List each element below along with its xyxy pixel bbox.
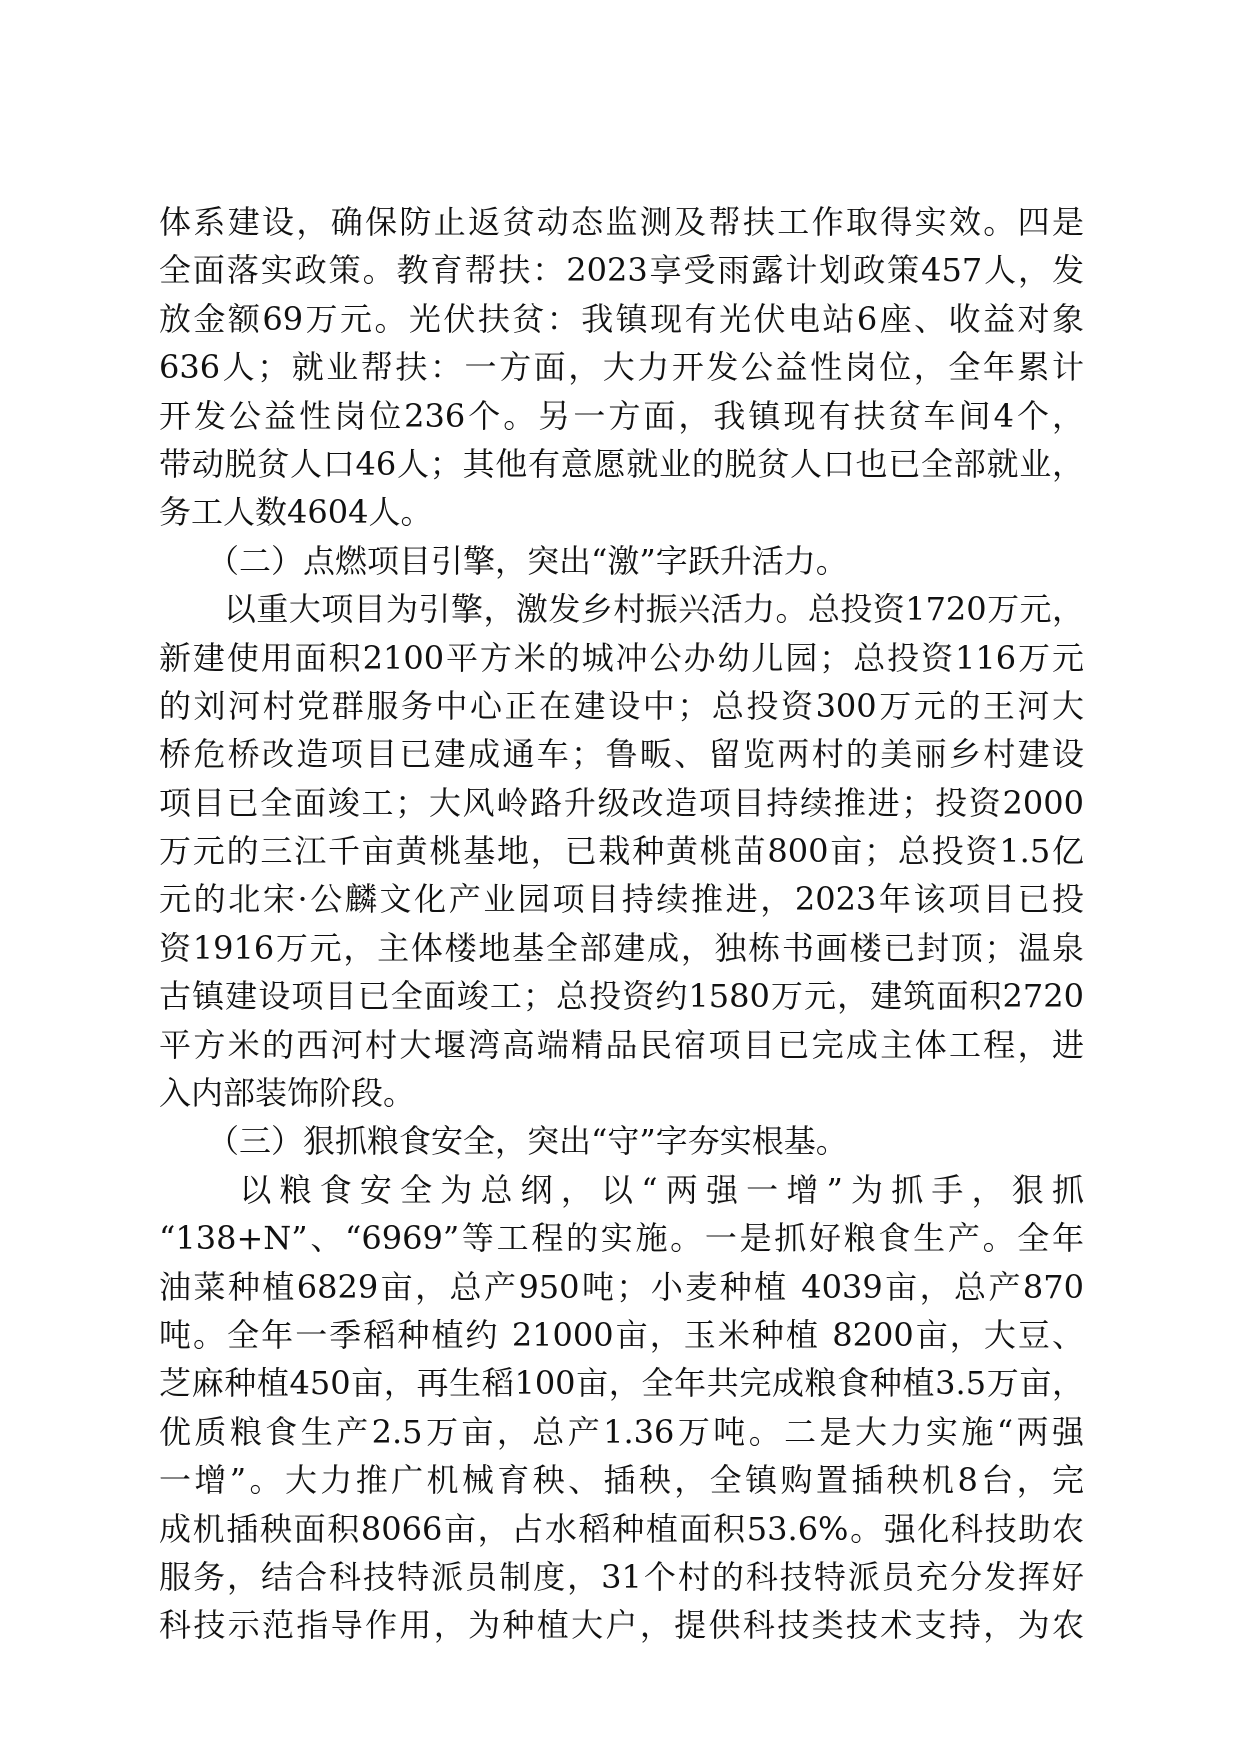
- section-heading: （二）点燃项目引擎，突出“激”字跃升活力。: [159, 541, 848, 580]
- text-line: 开发公益性岗位236个。另一方面，我镇现有扶贫车间4个，: [159, 396, 1084, 435]
- section-heading: （三）狠抓粮食安全，突出“守”字夯实根基。: [159, 1122, 848, 1161]
- text-line: 万元的三江千亩黄桃基地，已栽种黄桃苗800亩；总投资1.5亿: [159, 832, 1084, 871]
- text-line: 体系建设，确保防止返贫动态监测及帮扶工作取得实效。四是: [159, 203, 1084, 241]
- text-line: 务工人数4604人。: [159, 493, 433, 532]
- text-line: 放金额69万元。光伏扶贫：我镇现有光伏电站6座、收益对象: [159, 299, 1084, 338]
- text-line: 入内部装饰阶段。: [159, 1074, 416, 1113]
- text-line: 桥危桥改造项目已建成通车；鲁畈、留览两村的美丽乡村建设: [159, 735, 1084, 774]
- text-line: 芝麻种植450亩，再生稻100亩，全年共完成粮食种植3.5万亩，: [159, 1364, 1084, 1403]
- text-line: 成机插秧面积8066亩，占水稻种植面积53.6%。强化科技助农: [159, 1509, 1084, 1548]
- text-line: 服务，结合科技特派员制度，31个村的科技特派员充分发挥好: [159, 1557, 1084, 1596]
- text-line: 以重大项目为引擎，激发乡村振兴活力。总投资1720万元，: [159, 590, 1084, 629]
- text-line: 一增”。大力推广机械育秧、插秧，全镇购置插秧机8台，完: [159, 1461, 1084, 1500]
- text-line: 油菜种植6829亩，总产950吨；小麦种植 4039亩，总产870: [159, 1267, 1084, 1306]
- text-line: 优质粮食生产2.5万亩，总产1.36万吨。二是大力实施“两强: [159, 1412, 1084, 1451]
- text-line: 吨。全年一季稻种植约 21000亩，玉米种植 8200亩，大豆、: [159, 1315, 1084, 1354]
- text-line: 元的北宋·公麟文化产业园项目持续推进，2023年该项目已投: [159, 880, 1084, 919]
- text-line: 的刘河村党群服务中心正在建设中；总投资300万元的王河大: [159, 686, 1084, 725]
- text-line: 以粮食安全为总纲，以“两强一增”为抓手，狠抓: [159, 1170, 1084, 1209]
- text-line: 科技示范指导作用，为种植大户，提供科技类技术支持，为农: [159, 1606, 1084, 1645]
- text-line: “138+N”、“6969”等工程的实施。一是抓好粮食生产。全年: [159, 1219, 1084, 1258]
- document-body: [159, 198, 1084, 1650]
- text-line: 古镇建设项目已全面竣工；总投资约1580万元，建筑面积2720: [159, 977, 1084, 1016]
- text-line: 资1916万元，主体楼地基全部建成，独栋书画楼已封顶；温泉: [159, 928, 1084, 967]
- text-line: 636人；就业帮扶：一方面，大力开发公益性岗位，全年累计: [159, 348, 1084, 387]
- text-line: 全面落实政策。教育帮扶：2023享受雨露计划政策457人，发: [159, 251, 1084, 290]
- text-line: 平方米的西河村大堰湾高端精品民宿项目已完成主体工程，进: [159, 1025, 1084, 1064]
- text-line: 项目已全面竣工；大风岭路升级改造项目持续推进；投资2000: [159, 783, 1084, 822]
- text-line: 带动脱贫人口46人；其他有意愿就业的脱贫人口也已全部就业，: [159, 444, 1084, 483]
- text-line: 新建使用面积2100平方米的城冲公办幼儿园；总投资116万元: [159, 638, 1084, 677]
